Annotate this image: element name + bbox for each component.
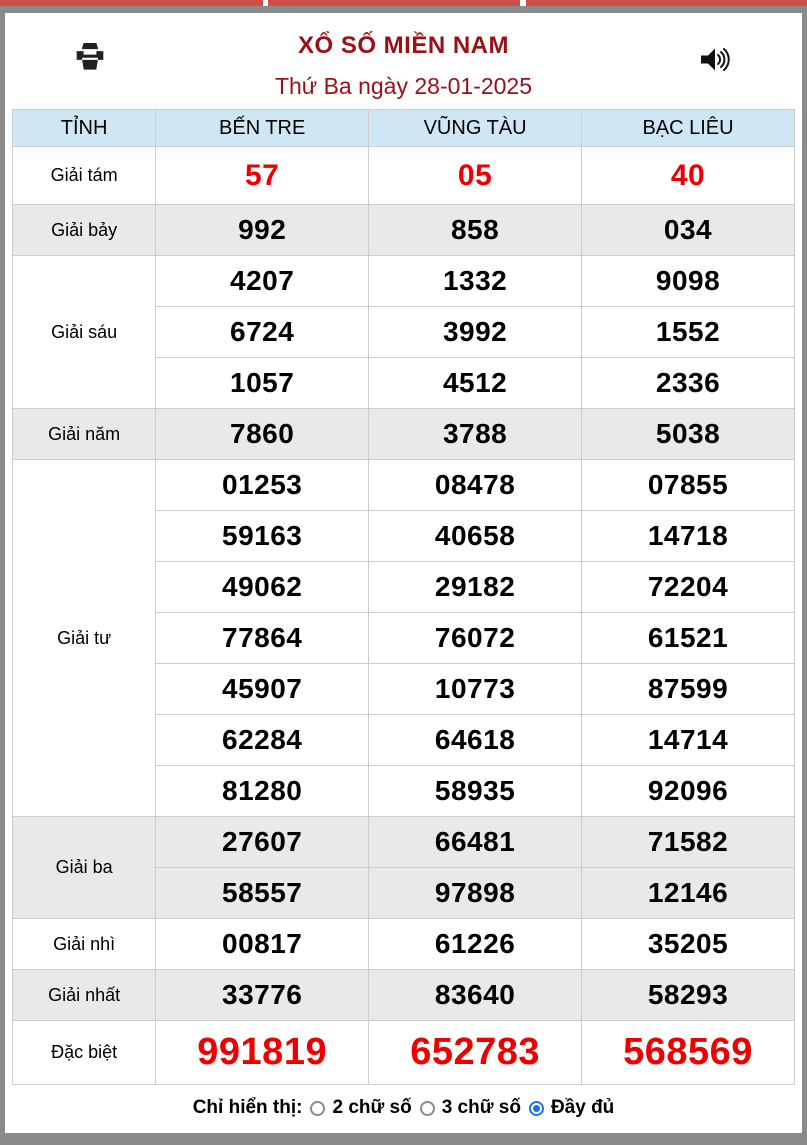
result-number: 29182: [369, 562, 582, 613]
result-number: 1332: [369, 256, 582, 307]
lottery-results-panel: [5, 13, 802, 1133]
result-number: 12146: [582, 868, 795, 919]
prize-label: Giải tư: [13, 460, 156, 817]
result-number: 71582: [582, 817, 795, 868]
print-button[interactable]: [73, 41, 107, 76]
prize-row-db: [13, 1021, 795, 1085]
prize-row-g1: [13, 970, 795, 1021]
column-header-province: TỈNH: [13, 110, 156, 147]
prize-row-g4: [13, 460, 795, 511]
display-option-label[interactable]: 2 chữ số: [332, 1097, 412, 1118]
result-number: 33776: [156, 970, 369, 1021]
column-header-vung-tau: VŨNG TÀU: [369, 110, 582, 147]
result-number: 66481: [369, 817, 582, 868]
printer-icon: [73, 61, 107, 76]
result-number: 45907: [156, 664, 369, 715]
result-number: 4207: [156, 256, 369, 307]
results-table-body: [13, 147, 795, 1085]
result-number: 40: [582, 147, 795, 205]
result-number: 62284: [156, 715, 369, 766]
result-number: 97898: [369, 868, 582, 919]
result-number: 652783: [369, 1021, 582, 1085]
result-number: 10773: [369, 664, 582, 715]
result-number: 4512: [369, 358, 582, 409]
display-option-label[interactable]: Đầy đủ: [550, 1097, 615, 1118]
result-number: 58935: [369, 766, 582, 817]
page-header: [5, 13, 802, 109]
result-number: 7860: [156, 409, 369, 460]
result-number: 35205: [582, 919, 795, 970]
result-number: 991819: [156, 1021, 369, 1085]
result-number: 57: [156, 147, 369, 205]
result-number: 1057: [156, 358, 369, 409]
radio-button[interactable]: [420, 1101, 435, 1116]
sound-button[interactable]: [700, 46, 732, 76]
result-number: 00817: [156, 919, 369, 970]
result-number: 6724: [156, 307, 369, 358]
top-red-bar: [0, 0, 263, 6]
prize-label: Giải nhất: [13, 970, 156, 1021]
display-mode-bar: [5, 1085, 802, 1131]
prize-row-g3: [13, 817, 795, 868]
result-number: 72204: [582, 562, 795, 613]
prize-row-g8: [13, 147, 795, 205]
speaker-icon: [700, 61, 732, 76]
result-number: 3992: [369, 307, 582, 358]
prize-row-g6: [13, 256, 795, 307]
result-number: 14714: [582, 715, 795, 766]
prize-label: Giải tám: [13, 147, 156, 205]
prize-label: Đặc biệt: [13, 1021, 156, 1085]
result-number: 77864: [156, 613, 369, 664]
result-number: 61521: [582, 613, 795, 664]
result-number: 64618: [369, 715, 582, 766]
result-number: 40658: [369, 511, 582, 562]
result-number: 034: [582, 205, 795, 256]
result-number: 07855: [582, 460, 795, 511]
results-table-wrapper: [5, 109, 802, 1085]
display-option-2[interactable]: [420, 1097, 521, 1119]
result-number: 568569: [582, 1021, 795, 1085]
result-number: 27607: [156, 817, 369, 868]
result-number: 05: [369, 147, 582, 205]
result-number: 2336: [582, 358, 795, 409]
table-header-row: [13, 110, 795, 147]
result-number: 49062: [156, 562, 369, 613]
result-number: 858: [369, 205, 582, 256]
result-number: 08478: [369, 460, 582, 511]
radio-button-checked[interactable]: [529, 1101, 544, 1116]
draw-date: Thứ Ba ngày 28-01-2025: [274, 73, 533, 99]
result-number: 59163: [156, 511, 369, 562]
prize-label: Giải nhì: [13, 919, 156, 970]
top-red-strip: [0, 0, 807, 6]
prize-row-g7: [13, 205, 795, 256]
prize-label: Giải bảy: [13, 205, 156, 256]
result-number: 58293: [582, 970, 795, 1021]
prize-label: Giải ba: [13, 817, 156, 919]
result-number: 83640: [369, 970, 582, 1021]
display-options: [302, 1097, 614, 1119]
radio-button[interactable]: [310, 1101, 325, 1116]
results-table: [12, 109, 795, 1085]
result-number: 61226: [369, 919, 582, 970]
page-title: XỔ SỐ MIỀN NAM: [297, 32, 509, 59]
display-option-1[interactable]: [310, 1097, 411, 1119]
result-number: 1552: [582, 307, 795, 358]
result-number: 9098: [582, 256, 795, 307]
prize-label: Giải sáu: [13, 256, 156, 409]
result-number: 87599: [582, 664, 795, 715]
display-mode-prompt: Chỉ hiển thị:: [192, 1097, 303, 1118]
prize-label: Giải năm: [13, 409, 156, 460]
prize-row-g5: [13, 409, 795, 460]
top-red-bar: [526, 0, 807, 6]
result-number: 81280: [156, 766, 369, 817]
top-red-bar: [268, 0, 520, 6]
column-header-ben-tre: BẾN TRE: [156, 110, 369, 147]
result-number: 92096: [582, 766, 795, 817]
column-header-bac-lieu: BẠC LIÊU: [582, 110, 795, 147]
display-option-label[interactable]: 3 chữ số: [441, 1097, 521, 1118]
prize-row-g2: [13, 919, 795, 970]
result-number: 3788: [369, 409, 582, 460]
result-number: 58557: [156, 868, 369, 919]
result-number: 76072: [369, 613, 582, 664]
result-number: 992: [156, 205, 369, 256]
result-number: 01253: [156, 460, 369, 511]
result-number: 14718: [582, 511, 795, 562]
display-option-3[interactable]: [529, 1097, 614, 1119]
result-number: 5038: [582, 409, 795, 460]
